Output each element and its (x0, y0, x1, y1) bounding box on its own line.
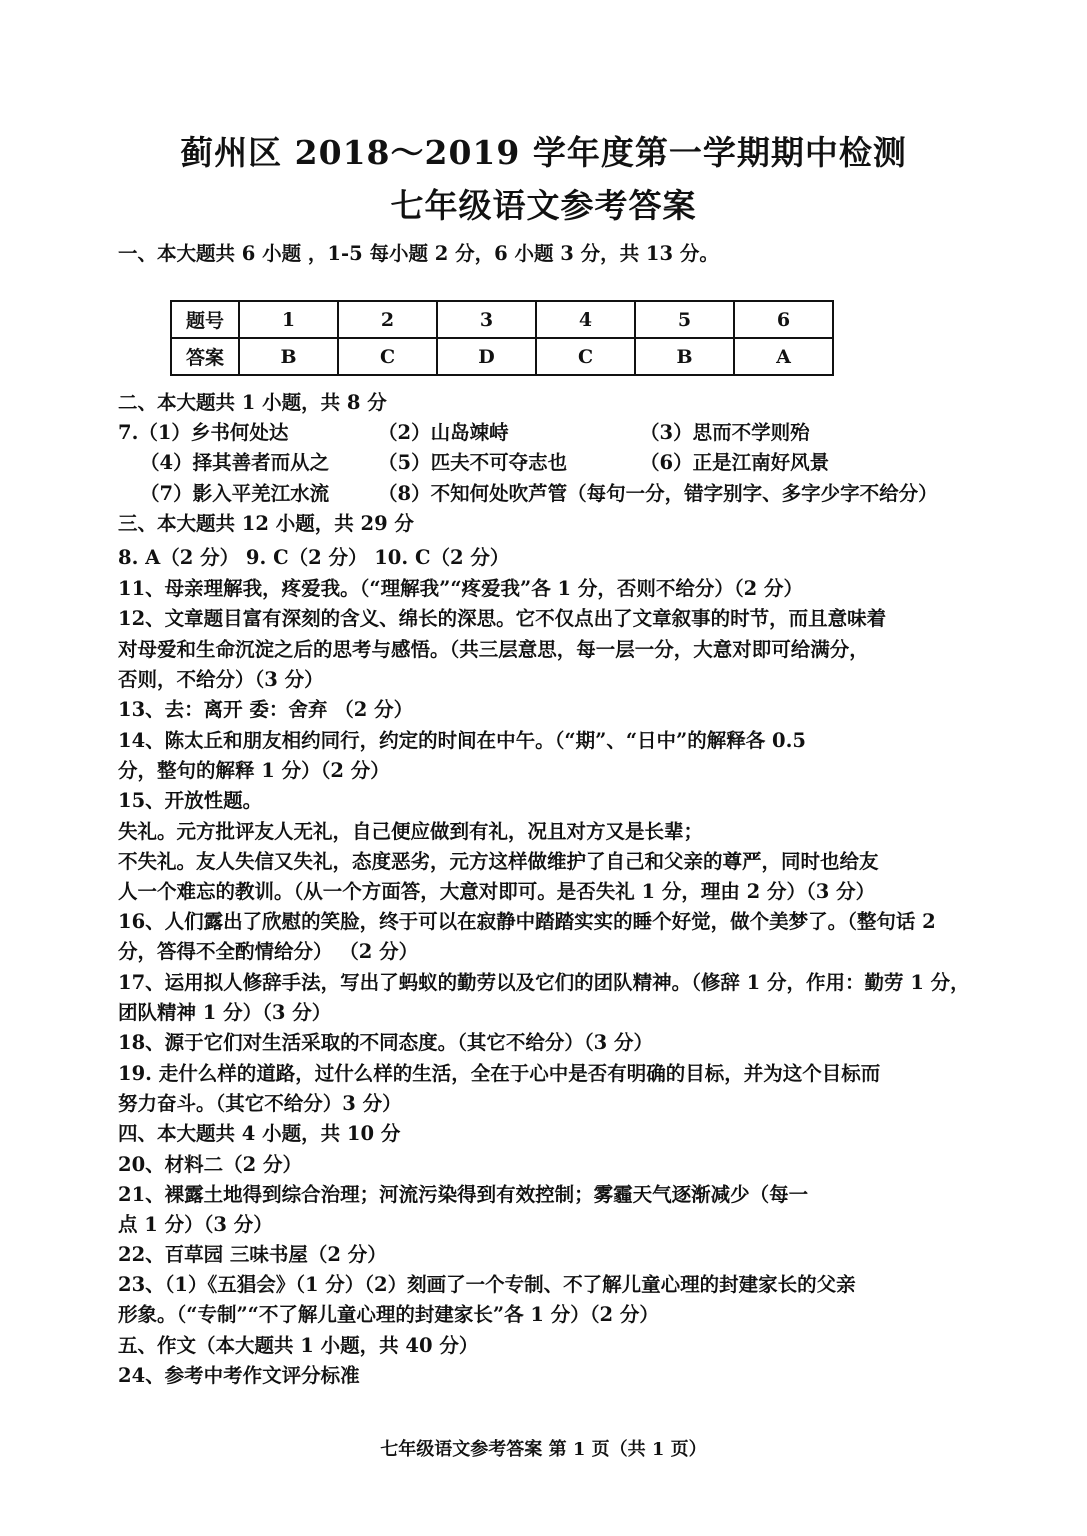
answer-line: 失礼。元方批评友人无礼，自己便应做到有礼，况且对方又是长辈； (118, 820, 704, 843)
answer-line: 20、材料二（2 分） (118, 1153, 302, 1176)
answer-line: 22、百草园 三味书屋（2 分） (118, 1243, 387, 1266)
table-cell: 4 (536, 301, 635, 338)
answer-line: 12、文章题目富有深刻的含义、绵长的深思。它不仅点出了文章叙事的时节，而且意味着 (118, 607, 887, 630)
q7-answer-2: （2）山岛竦峙 (378, 421, 509, 444)
table-row (171, 338, 833, 375)
answer-line: 不失礼。友人失信又失礼，态度恶劣，元方这样做维护了自己和父亲的尊严，同时也给友 (118, 850, 879, 873)
table-cell: A (734, 338, 833, 375)
answer-line: 否则，不给分）（3 分） (118, 668, 324, 691)
table-cell: C (536, 338, 635, 375)
q7-answer-1: 7.（1）乡书何处达 (118, 421, 289, 444)
q7-answer-5: （5）匹夫不可夺志也 (378, 451, 568, 474)
q7-answer-6: （6）正是江南好风景 (640, 451, 830, 474)
answer-line: 14、陈太丘和朋友相约同行，约定的时间在中午。（“期”、“日中”的解释各 0.5 (118, 729, 806, 752)
table-cell: 3 (437, 301, 536, 338)
answer-line: 努力奋斗。（其它不给分）3 分） (118, 1092, 402, 1115)
table-header-cell: 答案 (171, 338, 239, 375)
table-row (171, 301, 833, 338)
table-cell: D (437, 338, 536, 375)
answer-line: 24、参考中考作文评分标准 (118, 1364, 360, 1387)
answer-line: 8. A（2 分） 9. C（2 分） 10. C（2 分） (118, 546, 510, 569)
answer-line: 分，答得不全酌情给分） （2 分） (118, 940, 419, 963)
table-cell: B (239, 338, 338, 375)
answer-line: 团队精神 1 分）（3 分） (118, 1001, 332, 1024)
section4-heading: 四、本大题共 4 小题，共 10 分 (118, 1122, 401, 1145)
page-subtitle: 七年级语文参考答案 (390, 186, 697, 225)
page-title: 蓟州区 2018～2019 学年度第一学期期中检测 (180, 133, 907, 172)
page-footer: 七年级语文参考答案 第 1 页（共 1 页） (380, 1439, 707, 1460)
q7-answer-4: （4）择其善者而从之 (140, 451, 330, 474)
q7-answer-8: （8）不知何处吹芦管（每句一分，错字别字、多字少字不给分） (378, 482, 938, 505)
answer-line: 21、裸露土地得到综合治理；河流污染得到有效控制；雾霾天气逐渐减少（每一 (118, 1183, 809, 1206)
table-cell: B (635, 338, 734, 375)
answer-line: 18、源于它们对生活采取的不同态度。（其它不给分）（3 分） (118, 1031, 653, 1054)
answer-line: 点 1 分）（3 分） (118, 1213, 273, 1236)
table-cell: 2 (338, 301, 437, 338)
answer-line: 11、母亲理解我，疼爱我。（“理解我”“疼爱我”各 1 分，否则不给分）（2 分） (118, 577, 804, 600)
answer-line: 人一个难忘的教训。（从一个方面答，大意对即可。是否失礼 1 分，理由 2 分）（3 分） (118, 880, 876, 903)
table-header-cell: 题号 (171, 301, 239, 338)
answer-line: 19. 走什么样的道路，过什么样的生活，全在于心中是否有明确的目标，并为这个目标而 (118, 1062, 881, 1085)
answer-line: 16、人们露出了欣慰的笑脸，终于可以在寂静中踏踏实实的睡个好觉，做个美梦了。（整句话 2 (118, 910, 936, 933)
table-cell: 1 (239, 301, 338, 338)
section5-heading: 五、作文（本大题共 1 小题，共 40 分） (118, 1334, 479, 1357)
answer-line: 23、（1）《五猖会》（1 分）（2）刻画了一个专制、不了解儿童心理的封建家长的父亲 (118, 1273, 856, 1296)
answer-table (170, 300, 834, 376)
section1-heading: 一、本大题共 6 小题 ，1-5 每小题 2 分，6 小题 3 分，共 13 分。 (118, 242, 719, 265)
answer-line: 17、运用拟人修辞手法，写出了蚂蚁的勤劳以及它们的团队精神。（修辞 1 分，作用：勤劳 1 分， (118, 971, 970, 994)
section2-heading: 二、本大题共 1 小题，共 8 分 (118, 391, 387, 414)
table-cell: 5 (635, 301, 734, 338)
section3-heading: 三、本大题共 12 小题，共 29 分 (118, 512, 414, 535)
q7-answer-7: （7）影入平羌江水流 (140, 482, 330, 505)
answer-line: 形象。（“专制”“不了解儿童心理的封建家长”各 1 分）（2 分） (118, 1303, 659, 1326)
answer-line: 15、开放性题。 (118, 789, 263, 812)
q7-answer-3: （3）思而不学则殆 (640, 421, 810, 444)
table-cell: C (338, 338, 437, 375)
answer-line: 分，整句的解释 1 分）（2 分） (118, 759, 390, 782)
answer-line: 对母爱和生命沉淀之后的思考与感悟。（共三层意思，每一层一分，大意对即可给满分， (118, 638, 869, 661)
table-cell: 6 (734, 301, 833, 338)
answer-line: 13、去：离开 委：舍弃 （2 分） (118, 698, 414, 721)
